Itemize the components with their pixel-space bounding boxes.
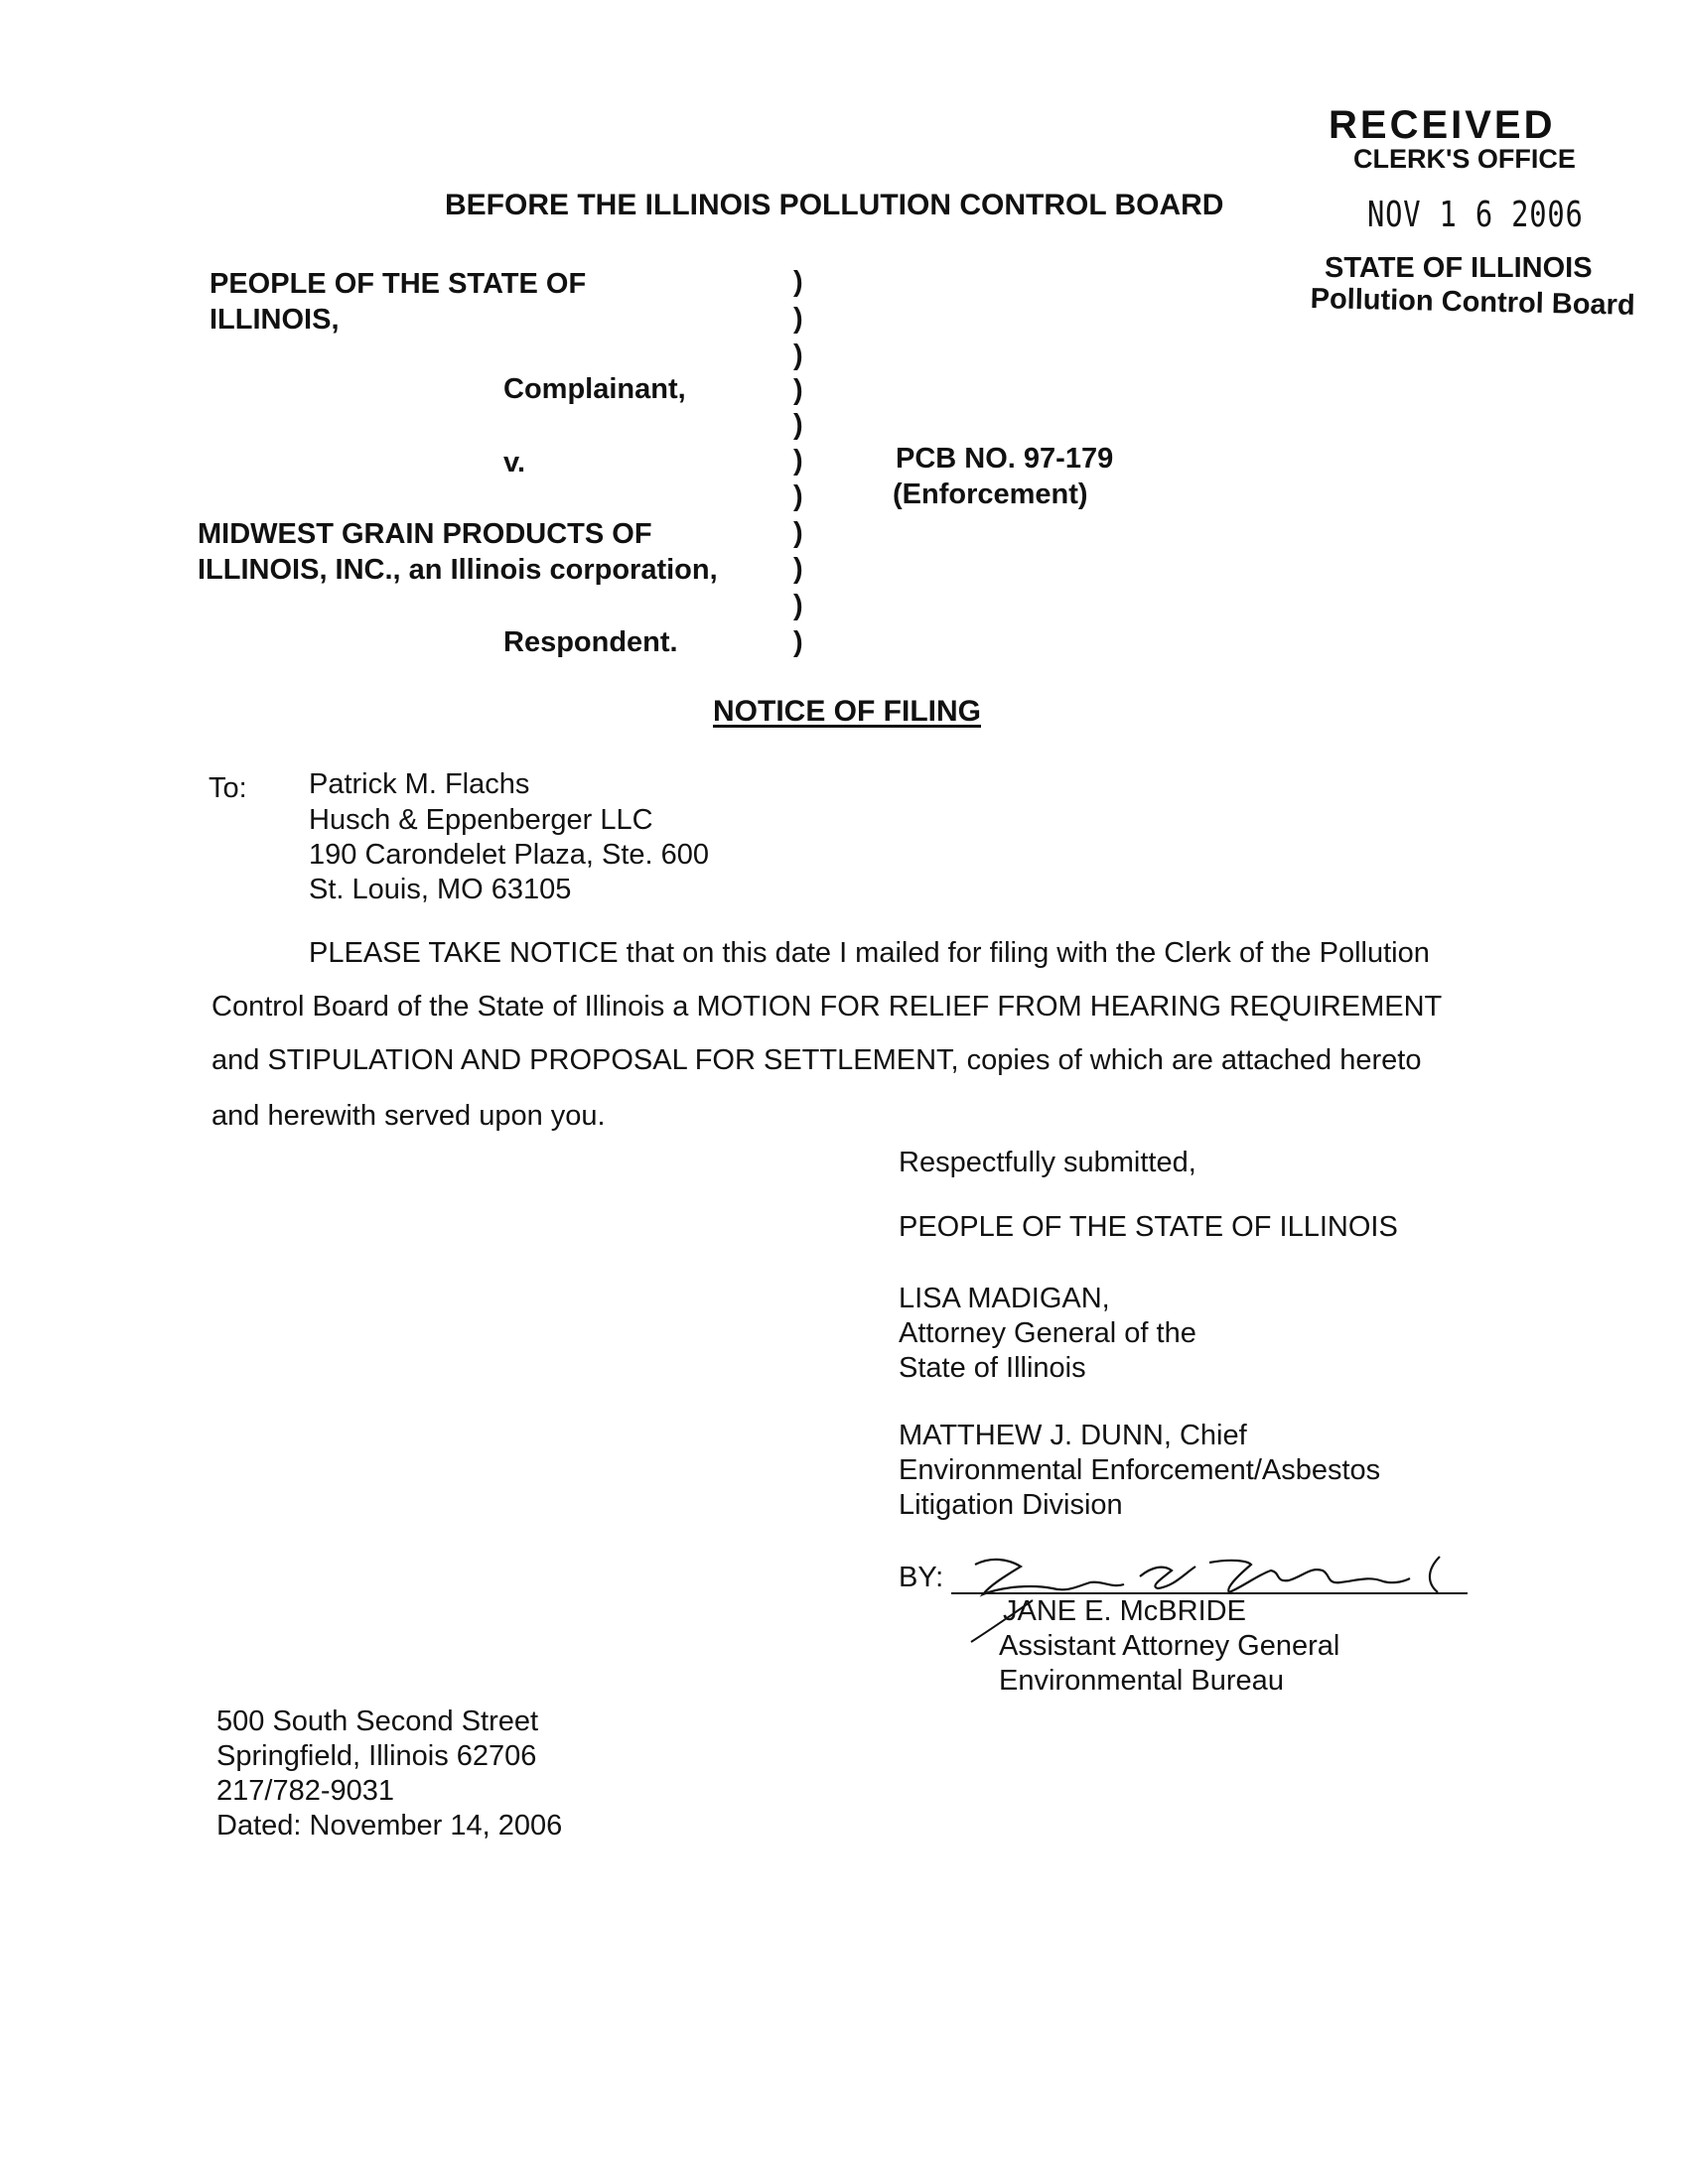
recipient-name: Patrick M. Flachs <box>309 768 530 800</box>
complainant-role: Complainant, <box>503 373 686 405</box>
footer-city: Springfield, Illinois 62706 <box>216 1740 537 1772</box>
ag-name: LISA MADIGAN, <box>899 1283 1110 1314</box>
body-line-2: Control Board of the State of Illinois a MOTION FOR RELIEF FROM HEARING REQUIREMENT <box>211 991 1443 1023</box>
respondent-line-2: ILLINOIS, INC., an Illinois corporation, <box>198 554 718 586</box>
stamp-clerks-office: CLERK'S OFFICE <box>1353 144 1576 174</box>
caption-paren: ) <box>793 626 803 658</box>
chief-title-1: Environmental Enforcement/Asbestos <box>899 1454 1381 1486</box>
caption-paren: ) <box>793 409 803 441</box>
recipient-to-label: To: <box>209 772 247 804</box>
party-name: PEOPLE OF THE STATE OF ILLINOIS <box>899 1211 1398 1243</box>
notice-title: NOTICE OF FILING <box>713 695 981 728</box>
complainant-line-1: PEOPLE OF THE STATE OF <box>210 268 587 300</box>
caption-paren: ) <box>793 374 803 406</box>
footer-street: 500 South Second Street <box>216 1706 539 1737</box>
stamp-state: STATE OF ILLINOIS <box>1325 252 1593 284</box>
signer-title-2: Environmental Bureau <box>999 1665 1284 1697</box>
chief-title-2: Litigation Division <box>899 1489 1123 1521</box>
caption-paren: ) <box>793 517 803 549</box>
stamp-received: RECEIVED <box>1329 103 1556 147</box>
footer-phone: 217/782-9031 <box>216 1775 394 1807</box>
ag-title-2: State of Illinois <box>899 1352 1086 1384</box>
caption-paren: ) <box>793 445 803 477</box>
complainant-line-2: ILLINOIS, <box>210 304 340 336</box>
caption-paren: ) <box>793 266 803 298</box>
body-line-3: and STIPULATION AND PROPOSAL FOR SETTLEMENT, copies of which are attached hereto <box>211 1044 1422 1076</box>
recipient-city: St. Louis, MO 63105 <box>309 874 572 905</box>
respondent-line-1: MIDWEST GRAIN PRODUCTS OF <box>198 518 652 550</box>
stamp-date: NOV 1 6 2006 <box>1367 195 1584 235</box>
body-line-1: PLEASE TAKE NOTICE that on this date I mailed for filing with the Clerk of the Pollution <box>309 937 1430 969</box>
case-type: (Enforcement) <box>893 478 1088 510</box>
chief-name: MATTHEW J. DUNN, Chief <box>899 1420 1247 1451</box>
footer-dated: Dated: November 14, 2006 <box>216 1810 563 1842</box>
signer-name: JANE E. McBRIDE <box>1003 1595 1246 1627</box>
recipient-firm: Husch & Eppenberger LLC <box>309 804 653 836</box>
body-line-4: and herewith served upon you. <box>211 1100 606 1132</box>
caption-paren: ) <box>793 553 803 585</box>
caption-paren: ) <box>793 340 803 371</box>
caption-paren: ) <box>793 303 803 335</box>
recipient-street: 190 Carondelet Plaza, Ste. 600 <box>309 839 710 871</box>
closing: Respectfully submitted, <box>899 1147 1196 1178</box>
by-label: BY: <box>899 1562 944 1593</box>
document-heading: BEFORE THE ILLINOIS POLLUTION CONTROL BOARD <box>445 189 1224 221</box>
signer-title-1: Assistant Attorney General <box>999 1630 1340 1662</box>
caption-paren: ) <box>793 590 803 621</box>
caption-paren: ) <box>793 480 803 512</box>
stamp-board: Pollution Control Board <box>1310 283 1635 322</box>
case-number: PCB NO. 97-179 <box>896 443 1114 475</box>
ag-title-1: Attorney General of the <box>899 1317 1196 1349</box>
respondent-role: Respondent. <box>503 626 678 658</box>
versus: v. <box>503 447 526 478</box>
